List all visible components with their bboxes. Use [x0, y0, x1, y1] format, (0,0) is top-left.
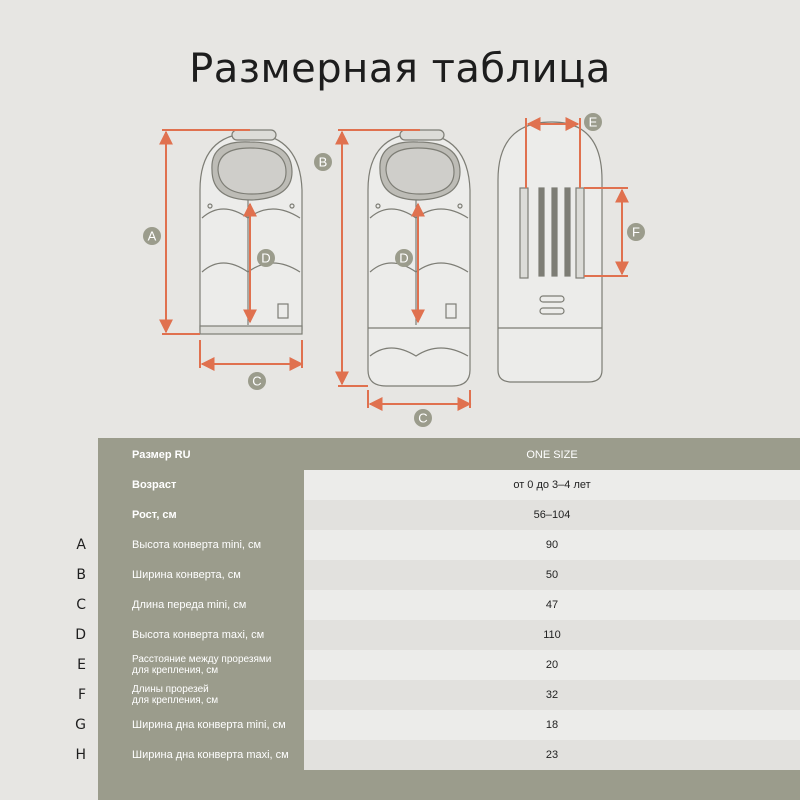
letters-column — [0, 438, 98, 800]
row-value: 23 — [304, 740, 800, 770]
row-value: 110 — [304, 620, 800, 650]
marker-c-mini — [248, 372, 266, 390]
envelope-back — [498, 122, 602, 382]
table-row — [98, 620, 800, 650]
marker-a — [143, 227, 161, 245]
svg-text:C: C — [418, 410, 428, 426]
svg-text:D: D — [261, 250, 271, 266]
size-table — [98, 438, 800, 800]
table-row — [98, 650, 800, 680]
row-letter: E — [77, 657, 86, 673]
envelope-illustration — [0, 100, 800, 435]
row-value: 56–104 — [304, 500, 800, 530]
row-label: Рост, см — [132, 508, 177, 521]
table-row — [98, 710, 800, 740]
row-letter: G — [75, 717, 86, 733]
marker-f — [627, 223, 645, 241]
row-value: 20 — [304, 650, 800, 680]
marker-c-maxi — [414, 409, 432, 427]
svg-text:D: D — [399, 250, 409, 266]
table-row — [98, 470, 800, 500]
table-row — [98, 680, 800, 710]
row-value: 90 — [304, 530, 800, 560]
row-label: Размер RU — [132, 448, 191, 461]
row-value: ONE SIZE — [526, 449, 578, 461]
row-value: 50 — [304, 560, 800, 590]
row-value: 47 — [304, 590, 800, 620]
row-label: Длина переда mini, см — [132, 598, 247, 611]
row-label: Высота конверта mini, см — [132, 538, 262, 551]
row-label: Ширина дна конверта mini, см — [132, 718, 286, 731]
row-letter: A — [76, 537, 86, 553]
table-row — [98, 530, 800, 560]
row-letter: F — [77, 687, 86, 703]
marker-d-maxi — [395, 249, 413, 267]
row-letter: H — [75, 747, 86, 763]
row-value: от 0 до 3–4 лет — [304, 470, 800, 500]
table-row — [98, 590, 800, 620]
svg-text:F: F — [632, 224, 640, 240]
row-label: Длины прорезей для крепления, см — [132, 684, 219, 706]
row-letter: C — [76, 597, 86, 613]
page-title: Размерная таблица — [189, 46, 611, 92]
svg-text:C: C — [252, 373, 262, 389]
row-label: Ширина конверта, см — [132, 568, 241, 581]
row-label: Расстояние между прорезями для крепления, см — [132, 654, 272, 676]
marker-b — [314, 153, 332, 171]
row-letter: D — [75, 627, 86, 643]
svg-text:E: E — [588, 114, 598, 130]
row-value: 18 — [304, 710, 800, 740]
row-label: Ширина дна конверта maxi, см — [132, 748, 289, 761]
row-label: Возраст — [132, 478, 177, 491]
table-row-header — [98, 440, 800, 470]
table-row — [98, 500, 800, 530]
size-diagram — [0, 100, 800, 435]
row-letter: B — [76, 567, 86, 583]
svg-text:A: A — [147, 228, 157, 244]
marker-e — [584, 113, 602, 131]
marker-d-mini — [257, 249, 275, 267]
table-row — [98, 740, 800, 770]
table-row — [98, 560, 800, 590]
svg-text:B: B — [318, 154, 328, 170]
row-label: Высота конверта maxi, см — [132, 628, 265, 641]
row-value: 32 — [304, 680, 800, 710]
